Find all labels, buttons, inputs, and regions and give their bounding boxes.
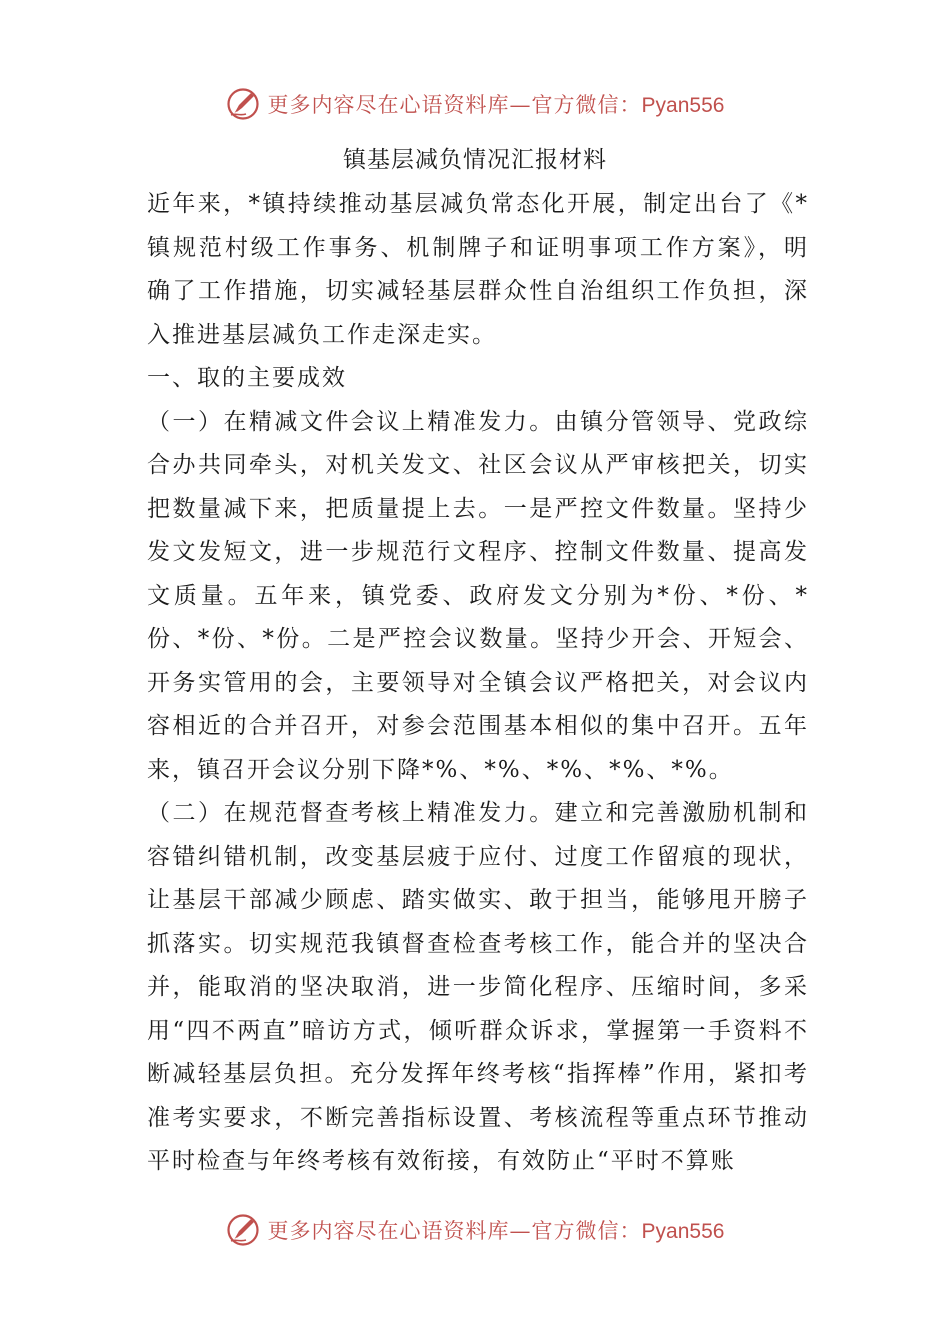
watermark-text <box>268 1215 725 1245</box>
pen-in-circle-icon <box>226 1213 260 1247</box>
watermark-wechat-id: Pyan556 <box>641 94 725 117</box>
watermark-footer <box>0 1210 950 1250</box>
watermark-brand: 更多内容尽在心语资料库—官方微信： <box>267 93 642 117</box>
watermark-brand: 更多内容尽在心语资料库—官方微信： <box>267 1219 642 1243</box>
watermark-header <box>0 84 950 124</box>
section-1-paragraph: （一）在精减文件会议上精准发力。由镇分管领导、党政综合办共同牵头，对机关发文、社区会议从严审核把关，切实把数量减下来，把质量提上去。一是严控文件数量。坚持少发文发短文，进一步规范行文程序、控制文件数量、提高发文质量。五年来，镇党委、政府发文分别为*份、*份、*份、*份、*份。二是严控会议数量。坚持少开会、开短会、开务实管用的会，主要领导对全镇会议严格把关，对会议内容相近的合并召开，对参会范围基本相似的集中召开。五年来，镇召开会议分别下降*%、*%、*%、*%、*%。 <box>147 408 809 783</box>
watermark-text <box>268 89 725 119</box>
intro-paragraph: 近年来，*镇持续推动基层减负常态化开展，制定出台了《*镇规范村级工作事务、机制牌子和证明事项工作方案》，明确了工作措施，切实减轻基层群众性自治组织工作负担，深入推进基层减负工作走深走实。 <box>147 191 809 348</box>
document-title: 镇基层减负情况汇报材料 <box>343 147 607 173</box>
section-heading: 一、取的主要成效 <box>147 365 347 391</box>
section-2-paragraph: （二）在规范督查考核上精准发力。建立和完善激励机制和容错纠错机制，改变基层疲于应付、过度工作留痕的现状，让基层干部减少顾虑、踏实做实、敢于担当，能够甩开膀子抓落实。切实规范我镇督查检查考核工作，能合并的坚决合并，能取消的坚决取消，进一步简化程序、压缩时间，多采用“四不两直”暗访方式，倾听群众诉求，掌握第一手资料不断减轻基层负担。充分发挥年终考核“指挥棒”作用，紧扣考准考实要求，不断完善指标设置、考核流程等重点环节推动平时检查与年终考核有效衔接，有效防止“平时不算账 <box>147 800 809 1174</box>
document-body <box>147 183 809 1184</box>
pen-in-circle-icon <box>226 87 260 121</box>
watermark-wechat-id: Pyan556 <box>641 1220 725 1243</box>
